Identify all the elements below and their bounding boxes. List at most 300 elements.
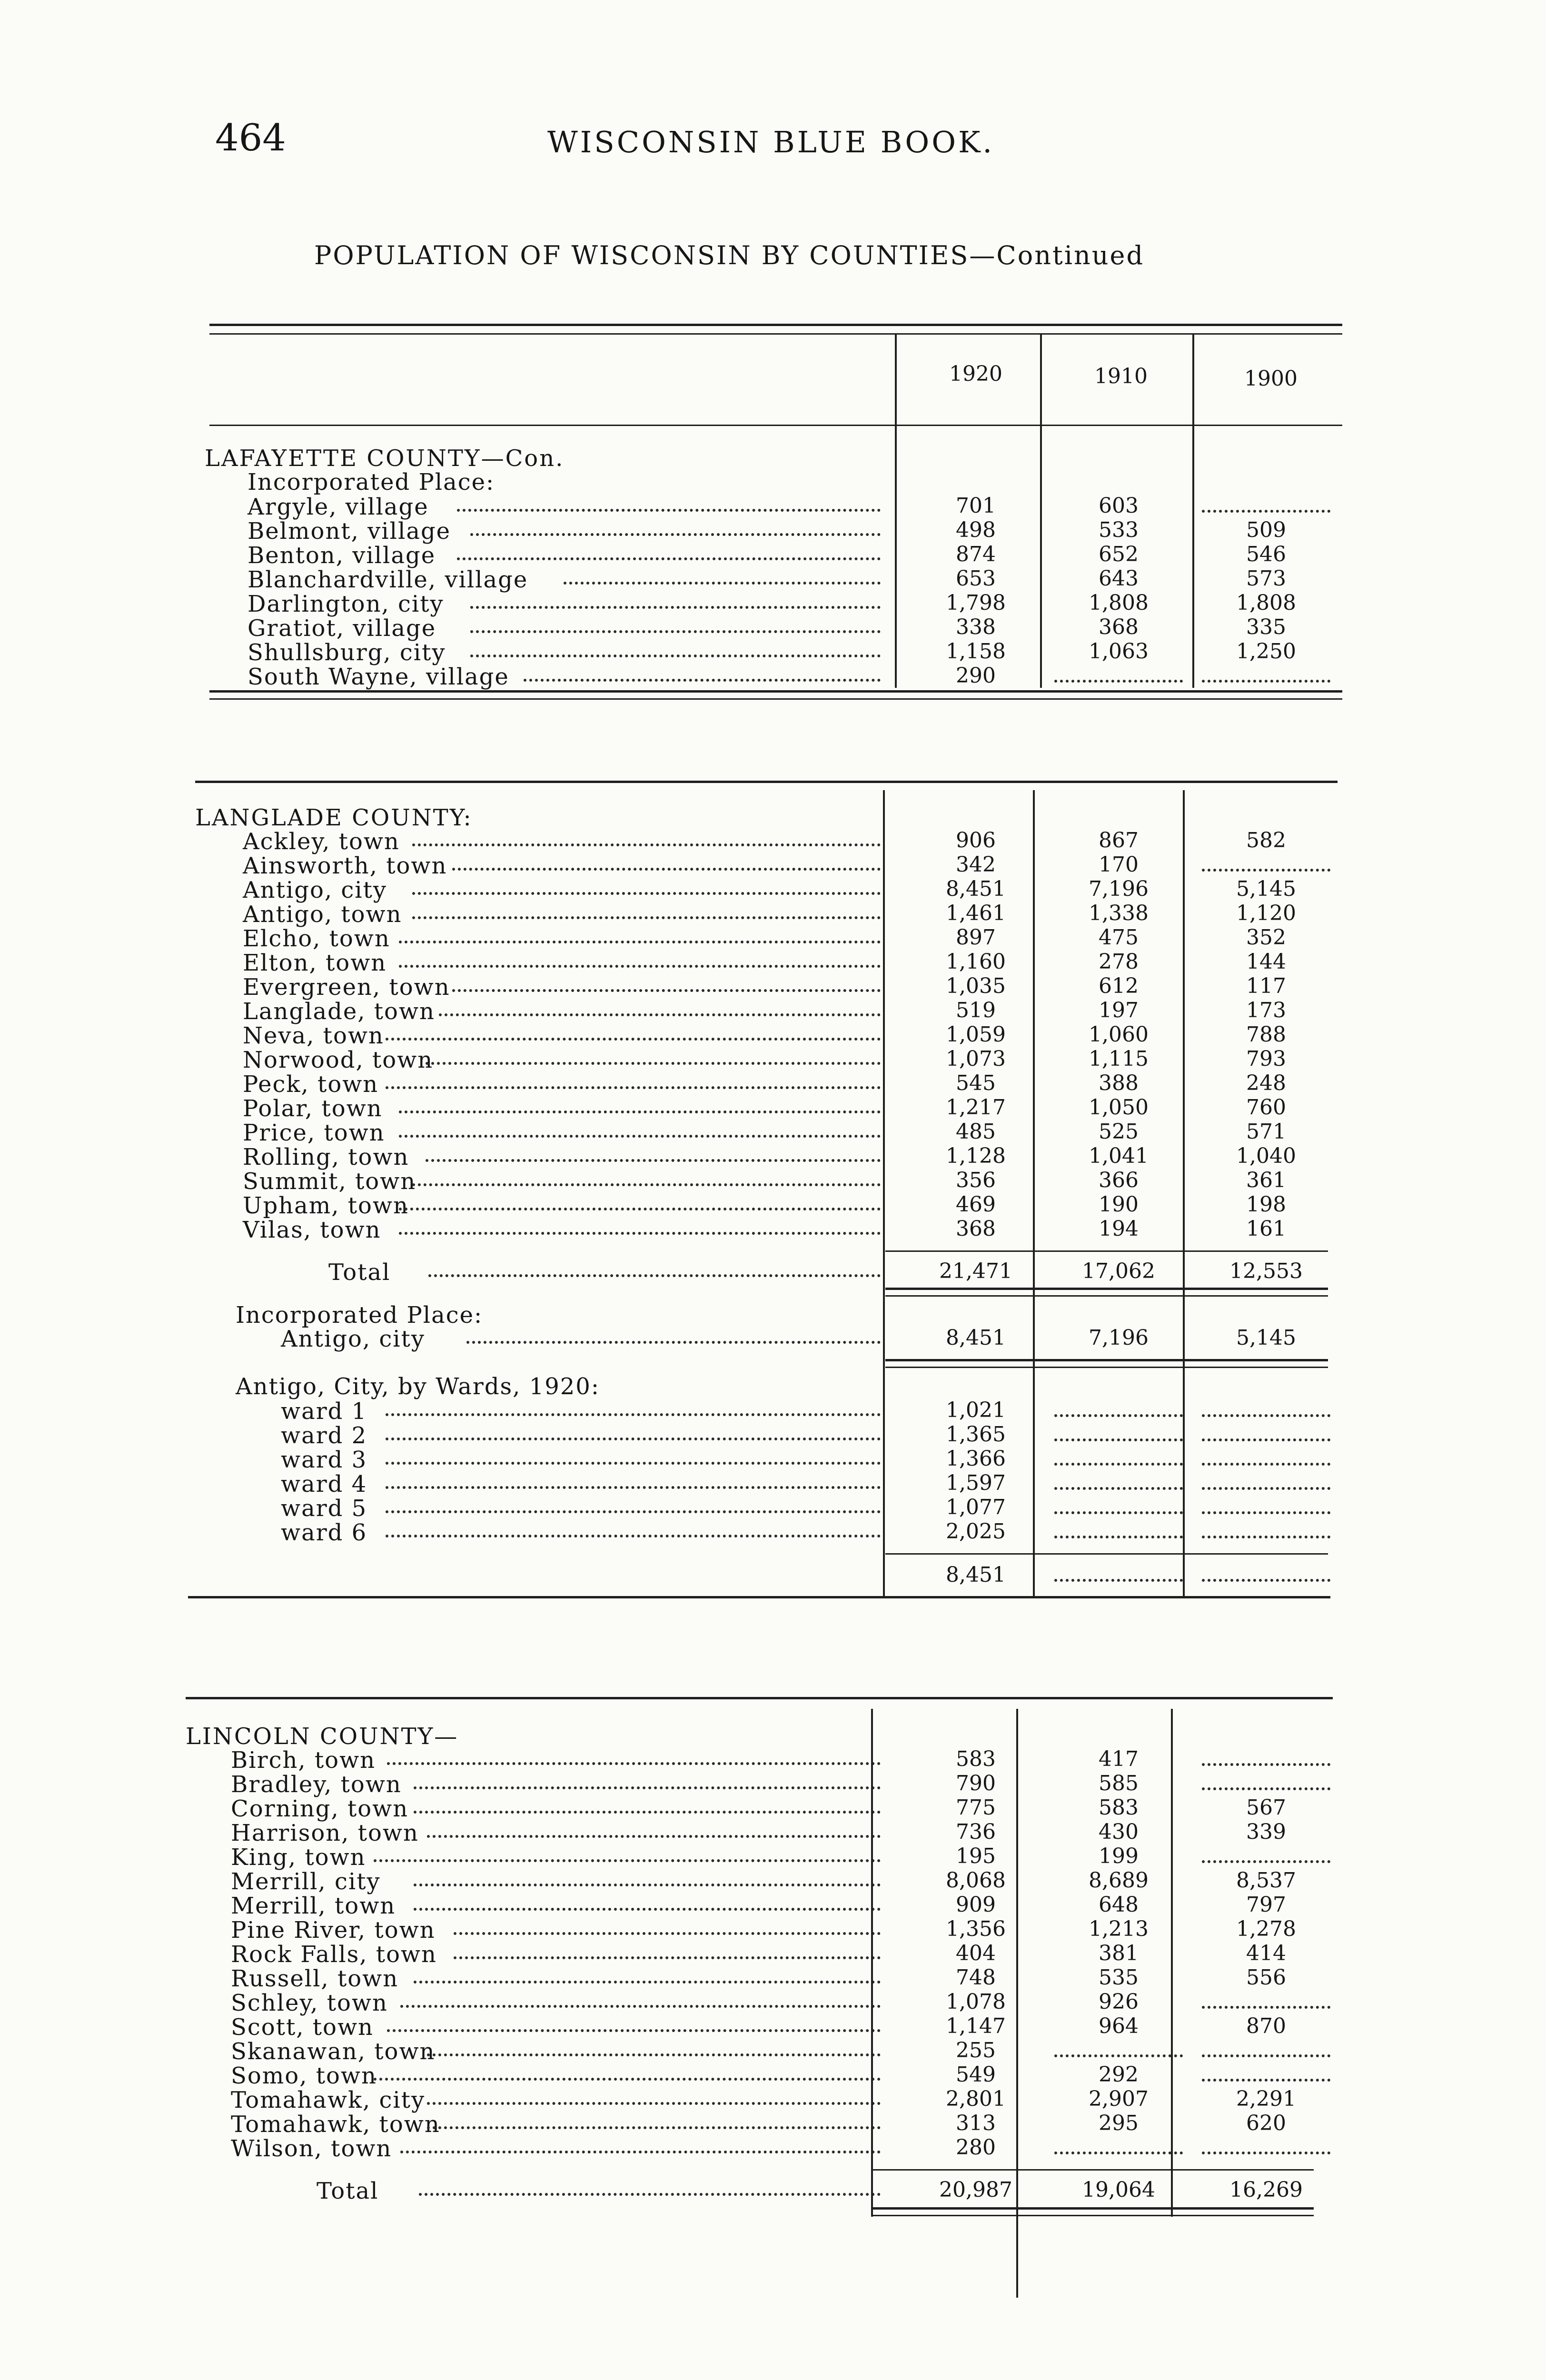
value-v1920: 1,128: [946, 1144, 1006, 1168]
value-v1920: 368: [956, 1217, 996, 1241]
empty-cell-v1900: [1202, 2063, 1330, 2082]
row-name: Ainsworth, town: [243, 853, 447, 879]
empty-cell-v1910: [1054, 1447, 1183, 1466]
value-v1920: 909: [956, 1893, 996, 1917]
value-v1920: 356: [956, 1168, 996, 1192]
value-v1920: 290: [956, 664, 996, 688]
row-name: ward 5: [281, 1495, 367, 1522]
row-name: Antigo, town: [243, 901, 402, 928]
value-v1900: 198: [1246, 1192, 1286, 1217]
lincoln-total-rule: [871, 2207, 1314, 2210]
dot-leader: [386, 1464, 881, 1489]
value-v1900: 5,145: [1236, 1326, 1296, 1350]
dot-leader: [427, 2032, 881, 2056]
value-v1920: 280: [956, 2135, 996, 2160]
value-v1910: 194: [1099, 1217, 1139, 1241]
dot-leader: [470, 584, 881, 609]
row-name: Bradley, town: [231, 1771, 402, 1798]
empty-cell-v1900: [1202, 664, 1330, 683]
value-v1900: 352: [1246, 925, 1286, 950]
value-v1900: 573: [1246, 566, 1286, 591]
empty-cell-v1910: [1054, 1563, 1183, 1582]
value-v1920: 195: [956, 1844, 996, 1868]
value-v1920: 338: [956, 615, 996, 639]
value-v1910: 381: [1099, 1941, 1139, 1965]
value-v1910: 430: [1099, 1820, 1139, 1844]
value-v1920: 20,987: [939, 2178, 1012, 2202]
column-rule-2: [1040, 333, 1042, 688]
value-v1900: 335: [1246, 615, 1286, 639]
value-v1910: 1,063: [1089, 639, 1149, 664]
value-v1920: 469: [956, 1192, 996, 1217]
row-name: Benton, village: [248, 542, 436, 569]
row-name: Corning, town: [231, 1795, 409, 1822]
row-name: Shullsburg, city: [248, 639, 446, 666]
row-name: Schley, town: [231, 1990, 388, 2016]
lincoln-total-rule-2: [871, 2215, 1314, 2216]
value-v1920: 701: [956, 494, 996, 518]
table-row: [0, 1217, 1546, 1241]
empty-cell-v1900: [1202, 1495, 1330, 1514]
empty-cell-v1910: [1054, 1519, 1183, 1538]
dot-leader: [428, 1252, 881, 1277]
incorporated-rule: [885, 1359, 1328, 1361]
value-v1920: 8,451: [946, 877, 1006, 901]
dot-leader: [470, 633, 881, 657]
value-v1910: 388: [1099, 1071, 1139, 1095]
empty-cell-v1900: [1202, 494, 1330, 513]
value-v1900: 788: [1246, 1022, 1286, 1047]
row-name: Harrison, town: [231, 1820, 419, 1846]
value-v1910: 17,062: [1082, 1259, 1155, 1283]
wards-total: 8,451: [946, 1563, 1006, 1587]
value-v1920: 404: [956, 1941, 996, 1965]
value-v1920: 1,217: [946, 1095, 1006, 1120]
empty-cell-v1900: [1202, 2038, 1330, 2057]
value-v1910: 583: [1099, 1795, 1139, 1820]
row-name: Darlington, city: [248, 591, 444, 617]
value-v1920: 549: [956, 2063, 996, 2087]
lafayette-bottom-rule-2: [209, 698, 1342, 700]
empty-cell-v1900: [1202, 1990, 1330, 2009]
dot-leader: [414, 1765, 881, 1789]
dot-leader: [386, 1513, 881, 1537]
value-v1920: 342: [956, 853, 996, 877]
row-name: Rock Falls, town: [231, 1941, 437, 1968]
row-name: ward 2: [281, 1422, 367, 1449]
row-name: Tomahawk, town: [231, 2111, 440, 2138]
value-v1920: 1,035: [946, 974, 1006, 998]
dot-leader: [457, 536, 881, 560]
value-v1910: 292: [1099, 2063, 1139, 2087]
value-v1910: 612: [1099, 974, 1139, 998]
dot-leader: [399, 1210, 881, 1235]
value-v1920: 1,798: [946, 591, 1006, 615]
dot-leader: [524, 657, 881, 682]
value-v1900: 797: [1246, 1893, 1286, 1917]
value-v1910: 603: [1099, 494, 1139, 518]
value-v1910: 1,213: [1089, 1917, 1149, 1941]
value-v1910: 964: [1099, 2014, 1139, 2038]
value-v1900: 582: [1246, 828, 1286, 853]
table-row: [0, 1563, 1546, 1587]
value-v1910: 368: [1099, 615, 1139, 639]
row-name: Merrill, city: [231, 1868, 381, 1895]
value-v1910: 2,907: [1089, 2087, 1149, 2111]
section-heading-langlade: LANGLADE COUNTY:: [195, 804, 473, 831]
value-v1920: 906: [956, 828, 996, 853]
langlade-total-rule: [885, 1288, 1328, 1290]
dot-leader: [386, 1064, 881, 1089]
header-bottom-rule: [209, 425, 1342, 426]
value-v1910: 199: [1099, 1844, 1139, 1868]
dot-leader: [466, 1319, 881, 1344]
value-v1920: 736: [956, 1820, 996, 1844]
dot-leader: [414, 1862, 881, 1886]
dot-leader: [419, 2171, 881, 2196]
dot-leader: [412, 1161, 881, 1186]
row-name: Ackley, town: [243, 828, 400, 855]
dot-leader: [470, 511, 881, 536]
value-v1900: 1,808: [1236, 591, 1296, 615]
value-v1910: 7,196: [1089, 1326, 1149, 1350]
table-row: [0, 1326, 1546, 1350]
dot-leader: [414, 1789, 881, 1814]
dot-leader: [564, 560, 881, 585]
value-v1920: 8,451: [946, 1326, 1006, 1350]
value-v1920: 255: [956, 2038, 996, 2063]
value-v1900: 339: [1246, 1820, 1286, 1844]
value-v1900: 414: [1246, 1941, 1286, 1965]
dot-leader: [399, 1089, 881, 1113]
value-v1920: 874: [956, 542, 996, 566]
row-name: ward 6: [281, 1519, 367, 1546]
dot-leader: [387, 2007, 881, 2032]
table-row: [0, 2135, 1546, 2160]
dot-leader: [412, 822, 881, 846]
row-name: ward 3: [281, 1447, 367, 1473]
value-v1920: 1,147: [946, 2014, 1006, 2038]
header-top-rule: [209, 324, 1342, 326]
row-name: Antigo, city: [281, 1326, 425, 1352]
row-name: Rolling, town: [243, 1144, 409, 1170]
value-v1900: 5,145: [1236, 877, 1296, 901]
empty-cell-v1900: [1202, 853, 1330, 872]
langlade-top-rule: [195, 781, 1338, 783]
value-v1910: 295: [1099, 2111, 1139, 2135]
dot-leader: [439, 992, 881, 1016]
value-v1920: 1,078: [946, 1990, 1006, 2014]
value-v1920: 2,025: [946, 1519, 1006, 1544]
value-v1910: 867: [1099, 828, 1139, 853]
value-v1900: 161: [1246, 1217, 1286, 1241]
row-name: Evergreen, town: [243, 974, 450, 1001]
column-rule-3: [1183, 790, 1185, 1596]
column-rule-3: [1171, 1709, 1173, 2217]
value-v1900: 117: [1246, 974, 1286, 998]
empty-cell-v1900: [1202, 1398, 1330, 1417]
table-row: [0, 2178, 1546, 2202]
empty-cell-v1910: [1054, 1398, 1183, 1417]
dot-leader: [399, 919, 881, 943]
value-v1900: 1,278: [1236, 1917, 1296, 1941]
value-v1920: 1,461: [946, 901, 1006, 925]
column-rule-2: [1016, 1709, 1018, 2298]
column-rule-3: [1192, 333, 1194, 688]
value-v1920: 1,077: [946, 1495, 1006, 1519]
value-v1920: 1,021: [946, 1398, 1006, 1422]
row-name: Belmont, village: [248, 518, 451, 545]
row-name: Birch, town: [231, 1747, 376, 1774]
dot-leader: [470, 608, 881, 633]
value-v1920: 313: [956, 2111, 996, 2135]
value-v1910: 1,060: [1089, 1022, 1149, 1047]
dot-leader: [427, 2080, 881, 2105]
value-v1910: 643: [1099, 566, 1139, 591]
value-v1910: 8,689: [1089, 1868, 1149, 1893]
column-rule-1: [871, 1709, 873, 2217]
row-name: Pine River, town: [231, 1917, 436, 1944]
subheading-wards: Antigo, City, by Wards, 1920:: [236, 1373, 600, 1400]
row-name: Antigo, city: [243, 877, 387, 903]
empty-cell-v1910: [1054, 1422, 1183, 1441]
empty-cell-v1900: [1202, 1519, 1330, 1538]
row-name: Norwood, town: [243, 1047, 434, 1073]
subheading-incorporated: Incorporated Place:: [248, 469, 495, 496]
row-name: Langlade, town: [243, 998, 435, 1025]
dot-leader: [386, 1488, 881, 1513]
row-name: Somo, town: [231, 2063, 377, 2089]
row-name: Tomahawk, city: [231, 2087, 426, 2113]
dot-leader: [387, 1740, 881, 1765]
value-v1920: 498: [956, 518, 996, 542]
row-name: Total: [328, 1259, 391, 1286]
row-name: Skanawan, town: [231, 2038, 436, 2065]
value-v1910: 197: [1099, 998, 1139, 1022]
value-v1900: 571: [1246, 1120, 1286, 1144]
value-v1910: 585: [1099, 1771, 1139, 1795]
value-v1900: 1,040: [1236, 1144, 1296, 1168]
value-v1900: 16,269: [1229, 2178, 1303, 2202]
value-v1910: 648: [1099, 1893, 1139, 1917]
value-v1910: 190: [1099, 1192, 1139, 1217]
dot-leader: [454, 1934, 881, 1959]
row-name: Summit, town: [243, 1168, 416, 1195]
lincoln-top-rule: [186, 1697, 1333, 1699]
row-name: Gratiot, village: [248, 615, 436, 642]
header-top-rule-2: [209, 333, 1342, 335]
dot-leader: [454, 1910, 881, 1935]
dot-leader: [400, 1983, 881, 2008]
row-name: Russell, town: [231, 1965, 399, 1992]
table-row: [0, 664, 1546, 688]
value-v1920: 653: [956, 566, 996, 591]
section-heading-lincoln: LINCOLN COUNTY—: [186, 1723, 459, 1750]
value-v1900: 361: [1246, 1168, 1286, 1192]
value-v1900: 509: [1246, 518, 1286, 542]
dot-leader: [386, 1416, 881, 1440]
empty-cell-v1910: [1054, 1495, 1183, 1514]
row-name: King, town: [231, 1844, 366, 1871]
value-v1920: 1,158: [946, 639, 1006, 664]
value-v1920: 1,365: [946, 1422, 1006, 1447]
value-v1920: 1,073: [946, 1047, 1006, 1071]
page-number: 464: [215, 117, 286, 159]
value-v1900: 556: [1246, 1965, 1286, 1990]
value-v1920: 775: [956, 1795, 996, 1820]
dot-leader: [386, 1391, 881, 1416]
row-name: Blanchardville, village: [248, 566, 528, 593]
value-v1900: 248: [1246, 1071, 1286, 1095]
column-rule-2: [1033, 790, 1035, 1596]
column-rule-1: [895, 333, 897, 688]
dot-leader: [412, 870, 881, 895]
value-v1920: 1,160: [946, 950, 1006, 974]
row-name: Peck, town: [243, 1071, 379, 1098]
empty-cell-v1910: [1054, 1471, 1183, 1490]
wards-subtotal-rule: [885, 1553, 1328, 1555]
value-v1900: 8,537: [1236, 1868, 1296, 1893]
empty-cell-v1900: [1202, 1844, 1330, 1863]
incorporated-rule-2: [885, 1367, 1328, 1368]
empty-cell-v1900: [1202, 1563, 1330, 1582]
value-v1920: 8,068: [946, 1868, 1006, 1893]
dot-leader: [412, 894, 881, 919]
dot-leader: [399, 1113, 881, 1138]
value-v1900: 546: [1246, 542, 1286, 566]
column-rule-1: [883, 790, 885, 1596]
value-v1920: 2,801: [946, 2087, 1006, 2111]
langlade-bottom-rule: [188, 1596, 1330, 1598]
value-v1910: 535: [1099, 1965, 1139, 1990]
value-v1920: 545: [956, 1071, 996, 1095]
row-name: Total: [317, 2178, 379, 2204]
value-v1920: 897: [956, 925, 996, 950]
dot-leader: [400, 2129, 881, 2153]
dot-leader: [386, 1016, 881, 1041]
value-v1910: 417: [1099, 1747, 1139, 1771]
value-v1910: 652: [1099, 542, 1139, 566]
dot-leader: [386, 1440, 881, 1465]
value-v1910: 278: [1099, 950, 1139, 974]
value-v1920: 748: [956, 1965, 996, 1990]
section-heading-lafayette: LAFAYETTE COUNTY—Con.: [205, 445, 565, 472]
value-v1910: 366: [1099, 1168, 1139, 1192]
value-v1910: 1,050: [1089, 1095, 1149, 1120]
dot-leader: [374, 2056, 881, 2081]
langlade-subtotal-rule: [885, 1250, 1328, 1252]
dot-leader: [426, 1040, 881, 1065]
value-v1910: 1,808: [1089, 591, 1149, 615]
row-name: Elcho, town: [243, 925, 390, 952]
value-v1910: 926: [1099, 1990, 1139, 2014]
value-v1900: 173: [1246, 998, 1286, 1022]
value-v1900: 144: [1246, 950, 1286, 974]
row-name: Elton, town: [243, 950, 387, 976]
empty-cell-v1900: [1202, 2135, 1330, 2154]
dot-leader: [452, 967, 881, 992]
dot-leader: [399, 943, 881, 968]
lincoln-subtotal-rule: [871, 2169, 1314, 2171]
value-v1910: 1,338: [1089, 901, 1149, 925]
row-name: Upham, town: [243, 1192, 409, 1219]
dot-leader: [414, 1886, 881, 1911]
dot-leader: [374, 1837, 881, 1862]
empty-cell-v1900: [1202, 1771, 1330, 1790]
table-title: POPULATION OF WISCONSIN BY COUNTIES—Continued: [314, 240, 1145, 270]
empty-cell-v1900: [1202, 1747, 1330, 1766]
row-name: Neva, town: [243, 1022, 384, 1049]
lafayette-bottom-rule: [209, 690, 1342, 693]
column-head-1920: 1920: [949, 362, 1002, 386]
dot-leader: [452, 846, 881, 871]
empty-cell-v1900: [1202, 1471, 1330, 1490]
value-v1920: 1,059: [946, 1022, 1006, 1047]
dot-leader: [399, 1186, 881, 1210]
value-v1900: 793: [1246, 1047, 1286, 1071]
dot-leader: [426, 1137, 881, 1162]
row-name: Price, town: [243, 1120, 385, 1146]
row-name: ward 1: [281, 1398, 367, 1425]
value-v1900: 2,291: [1236, 2087, 1296, 2111]
value-v1900: 1,120: [1236, 901, 1296, 925]
value-v1910: 1,115: [1089, 1047, 1149, 1071]
value-v1920: 1,366: [946, 1447, 1006, 1471]
empty-cell-v1900: [1202, 1422, 1330, 1441]
row-name: Vilas, town: [243, 1217, 381, 1243]
value-v1910: 533: [1099, 518, 1139, 542]
value-v1900: 870: [1246, 2014, 1286, 2038]
dot-leader: [427, 2104, 881, 2129]
value-v1920: 1,597: [946, 1471, 1006, 1495]
value-v1900: 12,553: [1229, 1259, 1303, 1283]
value-v1920: 519: [956, 998, 996, 1022]
subheading-incorporated-langlade: Incorporated Place:: [236, 1302, 483, 1329]
row-name: Merrill, town: [231, 1893, 396, 1919]
value-v1910: 525: [1099, 1120, 1139, 1144]
column-head-1900: 1900: [1244, 367, 1298, 391]
value-v1900: 620: [1246, 2111, 1286, 2135]
value-v1920: 485: [956, 1120, 996, 1144]
value-v1910: 170: [1099, 853, 1139, 877]
row-name: South Wayne, village: [248, 664, 509, 690]
row-name: Wilson, town: [231, 2135, 392, 2162]
value-v1920: 1,356: [946, 1917, 1006, 1941]
row-name: ward 4: [281, 1471, 367, 1497]
value-v1920: 21,471: [939, 1259, 1012, 1283]
row-name: Scott, town: [231, 2014, 374, 2041]
dot-leader: [414, 1959, 881, 1983]
row-name: Argyle, village: [248, 494, 429, 520]
value-v1900: 1,250: [1236, 639, 1296, 664]
dot-leader: [457, 487, 881, 512]
column-head-1910: 1910: [1094, 364, 1148, 388]
value-v1900: 760: [1246, 1095, 1286, 1120]
value-v1920: 790: [956, 1771, 996, 1795]
value-v1910: 19,064: [1082, 2178, 1155, 2202]
value-v1900: 567: [1246, 1795, 1286, 1820]
table-row: [0, 1519, 1546, 1544]
running-head: WISCONSIN BLUE BOOK.: [547, 125, 995, 159]
empty-cell-v1900: [1202, 1447, 1330, 1466]
value-v1920: 583: [956, 1747, 996, 1771]
row-name: Polar, town: [243, 1095, 383, 1122]
empty-cell-v1910: [1054, 2135, 1183, 2154]
value-v1910: 7,196: [1089, 877, 1149, 901]
empty-cell-v1910: [1054, 2038, 1183, 2057]
dot-leader: [427, 1813, 881, 1838]
langlade-total-rule-2: [885, 1295, 1328, 1297]
